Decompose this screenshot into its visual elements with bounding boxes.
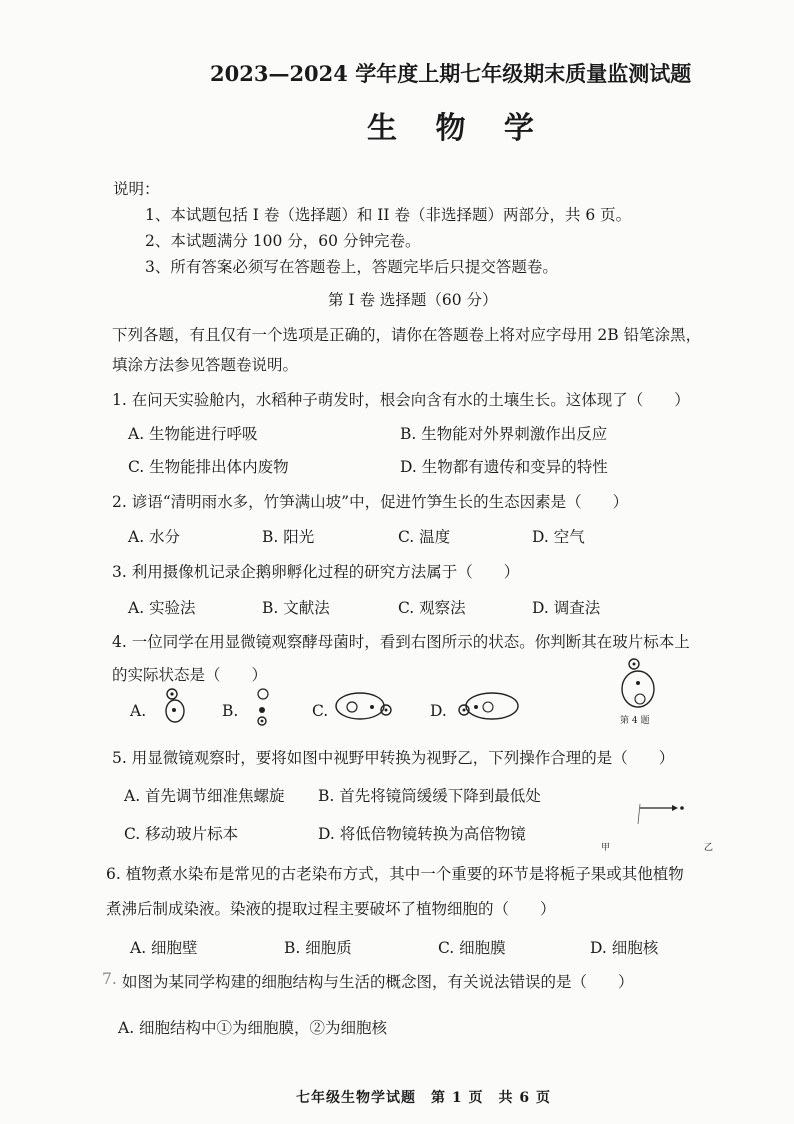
instruction-item: 2、本试题满分 100 分，60 分钟完卷。: [145, 232, 421, 250]
figure-caption: 第 4 题: [620, 716, 650, 726]
section-intro: 下列各题，有且仅有一个选项是正确的，请你在答题卷上将对应字母用 2B 铅笔涂黑，: [112, 326, 702, 344]
field-of-view-arrow-figure: [620, 800, 710, 830]
option-d: D. 细胞核: [590, 939, 659, 957]
question-stem: 煮沸后制成染液。染液的提取过程主要破坏了植物细胞的（ ）: [106, 900, 556, 918]
option-b: B. 阳光: [262, 528, 315, 546]
option-c: C. 观察法: [398, 599, 466, 617]
section-heading: 第 I 卷 选择题（60 分）: [328, 291, 498, 309]
question-stem: 3. 利用摄像机记录企鹅卵孵化过程的研究方法属于（ ）: [112, 563, 520, 581]
question-stem: 5. 用显微镜观察时，要将如图中视野甲转换为视野乙，下列操作合理的是（ ）: [112, 749, 675, 767]
yeast-option-b-figure: [252, 686, 276, 730]
option-a: A. 水分: [128, 528, 181, 546]
option-b: B. 细胞质: [284, 939, 352, 957]
yeast-option-d-figure: [454, 690, 522, 722]
instruction-item: 3、所有答案必须写在答题卷上，答题完毕后只提交答题卷。: [145, 258, 558, 276]
option-c: C. 细胞膜: [438, 939, 506, 957]
instruction-item: 1、本试题包括 I 卷（选择题）和 II 卷（非选择题）两部分，共 6 页。: [145, 206, 632, 224]
question-stem: 6. 植物煮水染布是常见的古老染布方式，其中一个重要的环节是将栀子果或其他植物: [106, 865, 684, 883]
option-a: A.: [130, 702, 147, 720]
option-a: A. 细胞结构中①为细胞膜，②为细胞核: [118, 1019, 388, 1037]
option-c: C. 移动玻片标本: [124, 825, 239, 843]
option-c: C. 生物能排出体内废物: [128, 458, 289, 476]
question-stem: 如图为某同学构建的细胞结构与生活的概念图，有关说法错误的是（ ）: [122, 973, 634, 991]
instructions-heading: 说明：: [113, 180, 160, 198]
option-b: B.: [222, 702, 239, 720]
exam-title: 2023—2024 学年度上期七年级期末质量监测试题: [210, 61, 692, 86]
option-d: D.: [430, 702, 447, 720]
option-a: A. 首先调节细准焦螺旋: [124, 787, 285, 805]
subject-title: 生 物 学: [367, 111, 548, 146]
figure-label-yi: 乙: [704, 843, 714, 853]
option-a: A. 细胞壁: [130, 939, 198, 957]
option-b: B. 文献法: [262, 599, 330, 617]
figure-label-jia: 甲: [601, 843, 611, 853]
section-intro: 填涂方法参见答题卷说明。: [112, 356, 299, 374]
question-number: 7.: [102, 970, 117, 988]
option-a: A. 生物能进行呼吸: [128, 425, 258, 443]
option-d: D. 调查法: [532, 599, 601, 617]
option-d: D. 空气: [532, 528, 585, 546]
yeast-option-a-figure: [160, 686, 190, 726]
option-d: D. 将低倍物镜转换为高倍物镜: [318, 825, 526, 843]
yeast-option-c-figure: [334, 690, 398, 722]
option-b: B. 首先将镜筒缓缓下降到最低处: [318, 787, 541, 805]
page-footer: 七年级生物学试题 第 1 页 共 6 页: [296, 1090, 551, 1106]
option-d: D. 生物都有遗传和变异的特性: [400, 458, 608, 476]
option-b: B. 生物能对外界刺激作出反应: [400, 425, 608, 443]
question-stem: 1. 在问天实验舱内，水稻种子萌发时，根会向含有水的土壤生长。这体现了（ ）: [112, 391, 690, 409]
option-c: C.: [312, 702, 329, 720]
option-c: C. 温度: [398, 528, 451, 546]
option-a: A. 实验法: [128, 599, 196, 617]
question-stem: 2. 谚语“清明雨水多，竹笋满山坡”中，促进竹笋生长的生态因素是（ ）: [112, 493, 629, 511]
question-stem: 4. 一位同学在用显微镜观察酵母菌时，看到右图所示的状态。你判断其在玻片标本上: [112, 633, 690, 651]
question-stem: 的实际状态是（ ）: [112, 666, 268, 684]
